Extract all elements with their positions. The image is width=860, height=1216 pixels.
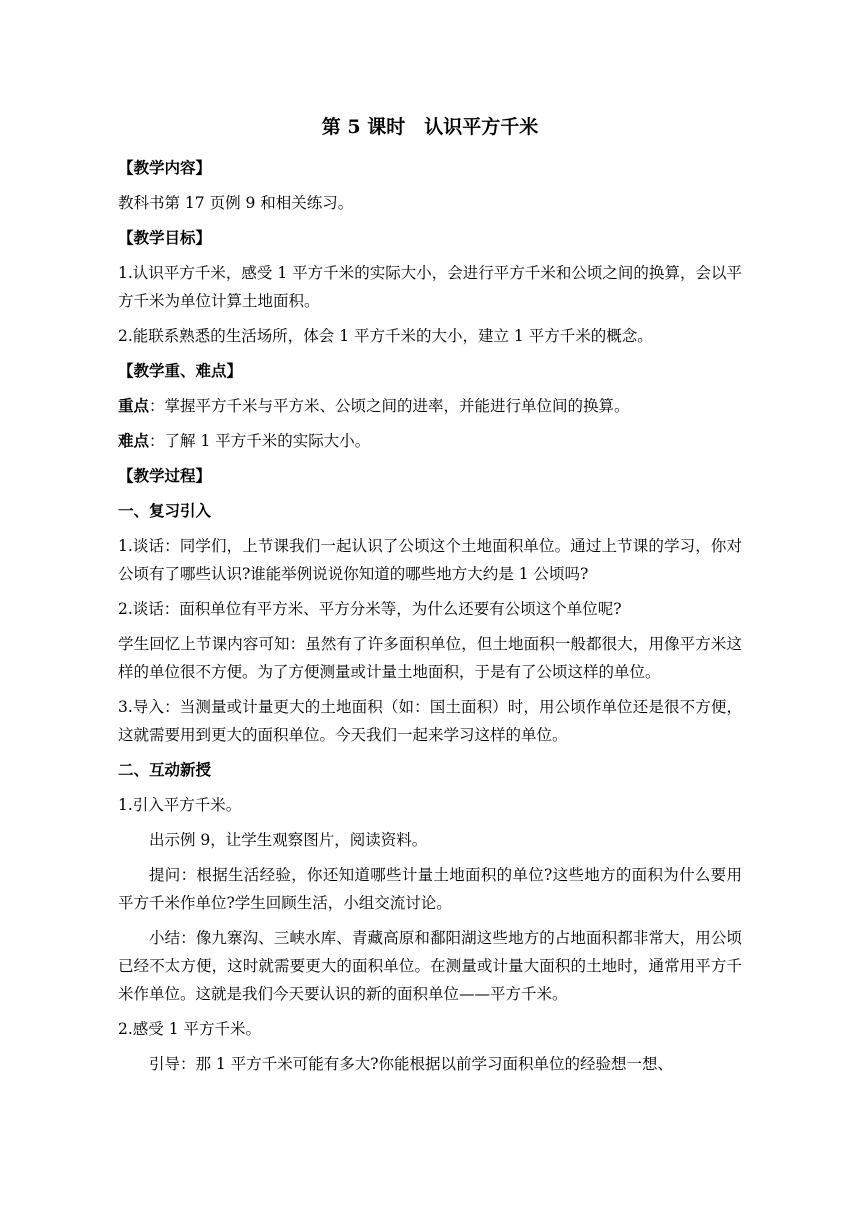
part2-paragraph-3: 提问：根据生活经验，你还知道哪些计量土地面积的单位?这些地方的面积为什么要用平方千米作单位?学生回顾生活，小组交流讨论。 (118, 866, 742, 912)
document-page (118, 112, 742, 1085)
part2-paragraph-1: 1.引入平方千米。 (118, 796, 242, 814)
part1-paragraph-1: 1.谈话：同学们，上节课我们一起认识了公顷这个土地面积单位。通过上节课的学习，你对公顷有了哪些认识?谁能举例说说你知道的哪些地方大约是 1 公顷吗? (118, 537, 742, 583)
content-text: 教科书第 17 页例 9 和相关练习。 (118, 194, 354, 212)
difficult-point-text: ：了解 1 平方千米的实际大小。 (149, 432, 371, 450)
part1-paragraph-3: 学生回忆上节课内容可知：虽然有了许多面积单位，但土地面积一般都很大，用像平方米这样的单位很不方便。为了方便测量或计量土地面积，于是有了公顷这样的单位。 (118, 635, 742, 681)
section-heading-process: 【教学过程】 (118, 466, 212, 485)
part2-paragraph-5: 2.感受 1 平方千米。 (118, 1020, 262, 1038)
section-heading-goals: 【教学目标】 (118, 228, 212, 247)
goal-paragraph-2: 2.能联系熟悉的生活场所，体会 1 平方千米的大小，建立 1 平方千米的概念。 (118, 327, 653, 345)
part2-paragraph-4: 小结：像九寨沟、三峡水库、青藏高原和鄱阳湖这些地方的占地面积都非常大，用公顷已经不太方便，这时就需要更大的面积单位。在测量或计量大面积的土地时，通常用平方千米作单位。这就是我们今天要认识的新的面积单位——平方千米。 (118, 929, 742, 1003)
section-heading-content: 【教学内容】 (118, 158, 212, 177)
key-point-paragraph (118, 392, 742, 420)
part2-paragraph-2: 出示例 9，让学生观察图片，阅读资料。 (149, 831, 428, 849)
part2-heading: 二、互动新授 (118, 760, 212, 779)
difficult-point-paragraph (118, 427, 742, 455)
part2-paragraph-6: 引导：那 1 平方千米可能有多大?你能根据以前学习面积单位的经验想一想、 (149, 1055, 674, 1073)
page-title: 第 5 课时 认识平方千米 (321, 116, 539, 138)
difficult-point-label: 难点 (118, 431, 150, 450)
section-heading-key-points: 【教学重、难点】 (118, 361, 243, 380)
part1-heading: 一、复习引入 (118, 501, 212, 520)
goal-paragraph-1: 1.认识平方千米，感受 1 平方千米的实际大小，会进行平方千米和公顷之间的换算，会以平方千米为单位计算土地面积。 (118, 264, 742, 310)
key-point-text: ：掌握平方千米与平方米、公顷之间的进率，并能进行单位间的换算。 (149, 397, 630, 415)
part1-paragraph-4: 3.导入：当测量或计量更大的土地面积（如：国土面积）时，用公顷作单位还是很不方便，这就需要用到更大的面积单位。今天我们一起来学习这样的单位。 (118, 698, 742, 744)
part1-paragraph-2: 2.谈话：面积单位有平方米、平方分米等，为什么还要有公顷这个单位呢? (118, 600, 622, 618)
key-point-label: 重点 (118, 396, 150, 415)
